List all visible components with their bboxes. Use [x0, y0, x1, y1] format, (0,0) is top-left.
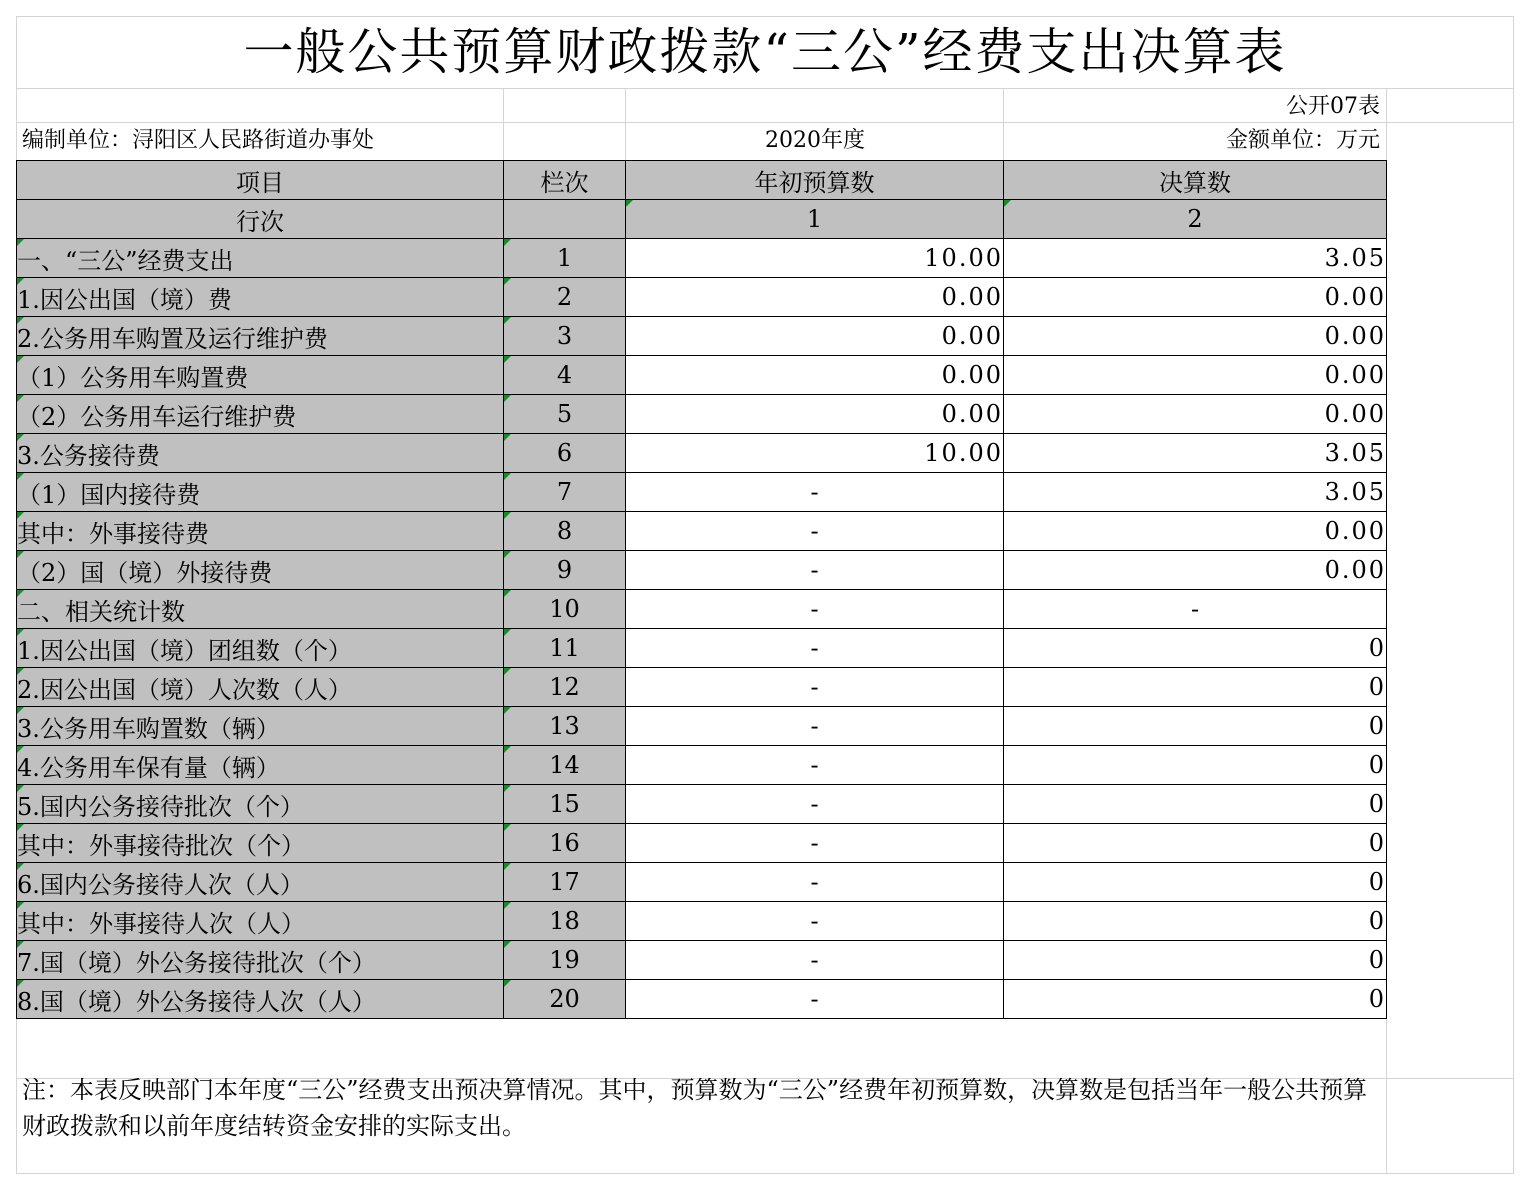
seq-cell[interactable]: 12: [504, 668, 626, 707]
budget-cell[interactable]: -: [626, 746, 1004, 785]
seq-cell[interactable]: 3: [504, 317, 626, 356]
expenditure-table: [16, 160, 1387, 1019]
item-cell[interactable]: 7.国（境）外公务接待批次（个）: [17, 941, 504, 980]
footnote: 注：本表反映部门本年度“三公”经费支出预决算情况。其中，预算数为“三公”经费年初预算数，决算数是包括当年一般公共预算财政拨款和以前年度结转资金安排的实际支出。: [22, 1076, 1368, 1140]
compiling-unit: 编制单位：浔阳区人民路街道办事处: [22, 128, 375, 153]
budget-cell[interactable]: -: [626, 551, 1004, 590]
budget-cell[interactable]: -: [626, 980, 1004, 1019]
gridline: [1513, 16, 1514, 1174]
seq-cell[interactable]: 17: [504, 863, 626, 902]
seq-cell[interactable]: 18: [504, 902, 626, 941]
header-row: [17, 161, 1387, 200]
table-row: [17, 590, 1387, 629]
seq-cell[interactable]: 19: [504, 941, 626, 980]
seq-cell[interactable]: 6: [504, 434, 626, 473]
item-cell[interactable]: 3.公务用车购置数（辆）: [17, 707, 504, 746]
final-cell[interactable]: 0: [1004, 980, 1387, 1019]
item-cell[interactable]: 一、“三公”经费支出: [17, 239, 504, 278]
table-row: [17, 824, 1387, 863]
table-row: [17, 746, 1387, 785]
table-row: [17, 356, 1387, 395]
final-cell[interactable]: 0: [1004, 668, 1387, 707]
item-cell[interactable]: 2.因公出国（境）人次数（人）: [17, 668, 504, 707]
budget-cell[interactable]: 0.00: [626, 278, 1004, 317]
final-cell[interactable]: 0: [1004, 902, 1387, 941]
budget-cell[interactable]: 10.00: [626, 239, 1004, 278]
table-row: [17, 239, 1387, 278]
item-cell[interactable]: 4.公务用车保有量（辆）: [17, 746, 504, 785]
item-cell[interactable]: 其中：外事接待人次（人）: [17, 902, 504, 941]
header-index-row: [17, 200, 1387, 239]
seq-cell[interactable]: 1: [504, 239, 626, 278]
budget-cell[interactable]: -: [626, 668, 1004, 707]
final-cell[interactable]: -: [1004, 590, 1387, 629]
final-cell[interactable]: 3.05: [1004, 473, 1387, 512]
budget-cell[interactable]: 0.00: [626, 395, 1004, 434]
item-cell[interactable]: 二、相关统计数: [17, 590, 504, 629]
budget-cell[interactable]: -: [626, 941, 1004, 980]
final-cell[interactable]: 0.00: [1004, 317, 1387, 356]
header-final-number[interactable]: 2: [1004, 200, 1387, 239]
header-blank-cell[interactable]: [504, 200, 626, 239]
table-row: [17, 863, 1387, 902]
final-cell[interactable]: 0: [1004, 824, 1387, 863]
item-cell[interactable]: 5.国内公务接待批次（个）: [17, 785, 504, 824]
seq-cell[interactable]: 4: [504, 356, 626, 395]
budget-cell[interactable]: 0.00: [626, 356, 1004, 395]
table-row: [17, 902, 1387, 941]
table-row: [17, 278, 1387, 317]
final-cell[interactable]: 0.00: [1004, 278, 1387, 317]
fiscal-year: 2020年度: [765, 128, 865, 153]
item-cell[interactable]: 1.因公出国（境）费: [17, 278, 504, 317]
header-budget-number[interactable]: 1: [626, 200, 1004, 239]
table-row: [17, 785, 1387, 824]
seq-cell[interactable]: 11: [504, 629, 626, 668]
budget-cell[interactable]: -: [626, 512, 1004, 551]
table-title: 一般公共预算财政拨款“三公”经费支出决算表: [243, 23, 1287, 81]
seq-cell[interactable]: 16: [504, 824, 626, 863]
table-row: [17, 512, 1387, 551]
final-cell[interactable]: 0.00: [1004, 395, 1387, 434]
final-cell[interactable]: 0.00: [1004, 512, 1387, 551]
table-row: [17, 395, 1387, 434]
item-cell[interactable]: 2.公务用车购置及运行维护费: [17, 317, 504, 356]
budget-cell[interactable]: -: [626, 473, 1004, 512]
final-cell[interactable]: 0: [1004, 941, 1387, 980]
gridline: [16, 1173, 1514, 1174]
seq-cell[interactable]: 2: [504, 278, 626, 317]
budget-cell[interactable]: -: [626, 629, 1004, 668]
item-cell[interactable]: 其中：外事接待批次（个）: [17, 824, 504, 863]
table-row: [17, 629, 1387, 668]
table-row: [17, 668, 1387, 707]
budget-cell[interactable]: -: [626, 590, 1004, 629]
gridline: [16, 122, 1514, 123]
seq-cell[interactable]: 5: [504, 395, 626, 434]
budget-cell[interactable]: -: [626, 824, 1004, 863]
form-number: 公开07表: [1286, 94, 1380, 119]
final-cell[interactable]: 0.00: [1004, 356, 1387, 395]
table-row: [17, 473, 1387, 512]
item-cell[interactable]: （2）国（境）外接待费: [17, 551, 504, 590]
item-cell[interactable]: （1）国内接待费: [17, 473, 504, 512]
budget-cell[interactable]: -: [626, 902, 1004, 941]
table-row: [17, 434, 1387, 473]
final-cell[interactable]: 3.05: [1004, 239, 1387, 278]
final-cell[interactable]: 3.05: [1004, 434, 1387, 473]
header-item[interactable]: 项目: [17, 161, 504, 200]
table-row: [17, 317, 1387, 356]
item-cell[interactable]: 6.国内公务接待人次（人）: [17, 863, 504, 902]
budget-cell[interactable]: -: [626, 863, 1004, 902]
header-column-no[interactable]: 栏次: [504, 161, 626, 200]
item-cell[interactable]: （2）公务用车运行维护费: [17, 395, 504, 434]
gridline: [16, 88, 1514, 89]
final-cell[interactable]: 0: [1004, 785, 1387, 824]
header-row-label[interactable]: 行次: [17, 200, 504, 239]
final-cell[interactable]: 0: [1004, 863, 1387, 902]
budget-cell[interactable]: 0.00: [626, 317, 1004, 356]
table-row: [17, 707, 1387, 746]
seq-cell[interactable]: 8: [504, 512, 626, 551]
header-budget[interactable]: 年初预算数: [626, 161, 1004, 200]
seq-cell[interactable]: 7: [504, 473, 626, 512]
final-cell[interactable]: 0: [1004, 707, 1387, 746]
table-row: [17, 941, 1387, 980]
seq-cell[interactable]: 9: [504, 551, 626, 590]
seq-cell[interactable]: 20: [504, 980, 626, 1019]
seq-cell[interactable]: 13: [504, 707, 626, 746]
table-row: [17, 980, 1387, 1019]
item-cell[interactable]: 8.国（境）外公务接待人次（人）: [17, 980, 504, 1019]
final-cell[interactable]: 0.00: [1004, 551, 1387, 590]
budget-cell[interactable]: -: [626, 785, 1004, 824]
item-cell[interactable]: 3.公务接待费: [17, 434, 504, 473]
header-final[interactable]: 决算数: [1004, 161, 1387, 200]
budget-cell[interactable]: 10.00: [626, 434, 1004, 473]
final-cell[interactable]: 0: [1004, 629, 1387, 668]
table-row: [17, 551, 1387, 590]
item-cell[interactable]: （1）公务用车购置费: [17, 356, 504, 395]
final-cell[interactable]: 0: [1004, 746, 1387, 785]
seq-cell[interactable]: 15: [504, 785, 626, 824]
seq-cell[interactable]: 14: [504, 746, 626, 785]
item-cell[interactable]: 其中：外事接待费: [17, 512, 504, 551]
gridline: [503, 88, 504, 160]
money-unit: 金额单位：万元: [1225, 128, 1380, 153]
item-cell[interactable]: 1.因公出国（境）团组数（个）: [17, 629, 504, 668]
seq-cell[interactable]: 10: [504, 590, 626, 629]
budget-cell[interactable]: -: [626, 707, 1004, 746]
